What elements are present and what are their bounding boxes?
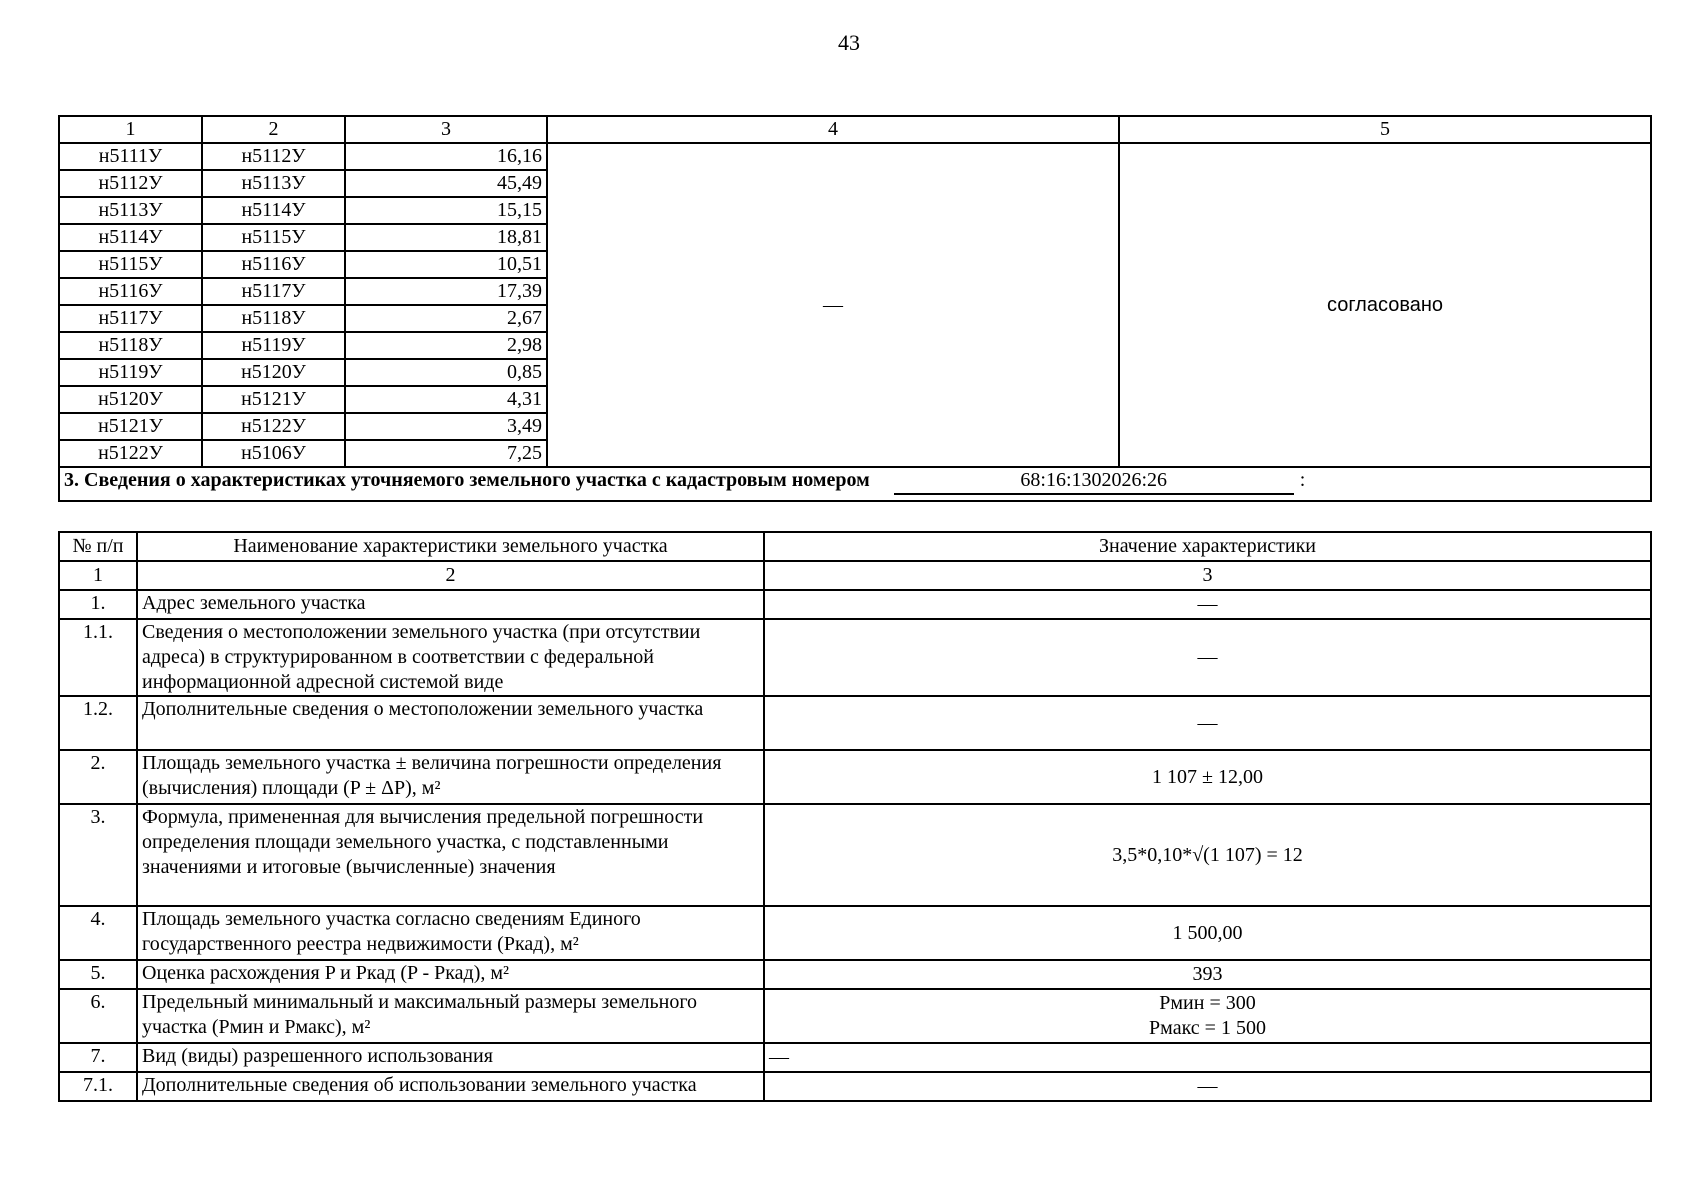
- point-to: н5115У: [202, 224, 345, 251]
- point-from: н5118У: [59, 332, 202, 359]
- segment-length: 2,67: [345, 305, 547, 332]
- value-line: 1 107 ± 12,00: [1152, 765, 1263, 788]
- point-from: н5114У: [59, 224, 202, 251]
- characteristic-name: Площадь земельного участка ± величина погрешности определения (вычисления) площади (P ± ΔP), м²: [137, 750, 764, 804]
- characteristic-value: [764, 960, 1651, 989]
- column-4-value: —: [547, 143, 1119, 467]
- point-to: н5106У: [202, 440, 345, 467]
- characteristic-name: Вид (виды) разрешенного использования: [137, 1043, 764, 1072]
- value-line: Pмин = 300: [1159, 992, 1256, 1014]
- characteristic-name: Формула, примененная для вычисления предельной погрешности определения площади земельного участка, с подставленными значениями и итоговые (вычисленные) значения: [137, 804, 764, 906]
- point-from: н5113У: [59, 197, 202, 224]
- segment-length: 10,51: [345, 251, 547, 278]
- characteristic-name: Площадь земельного участка согласно сведениям Единого государственного реестра недвижимости (Pкад), м²: [137, 906, 764, 960]
- point-to: н5112У: [202, 143, 345, 170]
- value-line: —: [1197, 711, 1218, 734]
- point-to: н5118У: [202, 305, 345, 332]
- value-line: —: [769, 1046, 789, 1068]
- point-from: н5122У: [59, 440, 202, 467]
- point-from: н5116У: [59, 278, 202, 305]
- value-line: —: [1197, 593, 1218, 615]
- segment-length: 0,85: [345, 359, 547, 386]
- segment-length: 15,15: [345, 197, 547, 224]
- header-value: Значение характеристики: [764, 532, 1651, 561]
- column-number: 3: [764, 561, 1651, 590]
- column-number: 1: [59, 116, 202, 143]
- row-number: 1.1.: [59, 619, 137, 696]
- row-number: 7.1.: [59, 1072, 137, 1101]
- characteristic-value: [764, 804, 1651, 906]
- characteristic-value: [764, 696, 1651, 750]
- column-number: 1: [59, 561, 137, 590]
- row-number: 1.: [59, 590, 137, 619]
- point-to: н5122У: [202, 413, 345, 440]
- column-number-row: [59, 561, 1651, 590]
- colon: :: [1299, 469, 1306, 491]
- table-row: [59, 696, 1651, 750]
- value-line: 1 500,00: [1172, 921, 1243, 944]
- column-number: 3: [345, 116, 547, 143]
- column-number: 2: [202, 116, 345, 143]
- value-line: 3,5*0,10*√(1 107) = 12: [1112, 843, 1303, 866]
- table-row: [59, 989, 1651, 1043]
- segment-length: 2,98: [345, 332, 547, 359]
- point-to: н5117У: [202, 278, 345, 305]
- point-from: н5121У: [59, 413, 202, 440]
- point-from: н5115У: [59, 251, 202, 278]
- header-name: Наименование характеристики земельного участка: [137, 532, 764, 561]
- characteristics-table: [58, 531, 1652, 1102]
- row-number: 7.: [59, 1043, 137, 1072]
- table-header-row: [59, 532, 1651, 561]
- header-number: № п/п: [59, 532, 137, 561]
- characteristic-name: Дополнительные сведения об использовании земельного участка: [137, 1072, 764, 1101]
- value-line: —: [1197, 1075, 1218, 1097]
- segment-length: 7,25: [345, 440, 547, 467]
- segment-length: 45,49: [345, 170, 547, 197]
- characteristic-value: [764, 750, 1651, 804]
- characteristic-name: Дополнительные сведения о местоположении земельного участка: [137, 696, 764, 750]
- row-number: 5.: [59, 960, 137, 989]
- section-3-title: 3. Сведения о характеристиках уточняемого земельного участка с кадастровым номером: [64, 469, 870, 491]
- segment-length: 18,81: [345, 224, 547, 251]
- point-to: н5113У: [202, 170, 345, 197]
- row-number: 6.: [59, 989, 137, 1043]
- point-to: н5121У: [202, 386, 345, 413]
- segment-length: 3,49: [345, 413, 547, 440]
- characteristic-name: Сведения о местоположении земельного участка (при отсутствии адреса) в структурированном в соответствии с федеральной информационной адресной системой виде: [137, 619, 764, 696]
- point-to: н5116У: [202, 251, 345, 278]
- characteristic-name: Предельный минимальный и максимальный размеры земельного участка (Pмин и Pмакс), м²: [137, 989, 764, 1043]
- table-row: [59, 804, 1651, 906]
- characteristic-value: [764, 619, 1651, 696]
- table-row: [59, 960, 1651, 989]
- table-row: [59, 1043, 1651, 1072]
- cadastral-number: 68:16:1302026:26: [894, 468, 1294, 495]
- table-row: [59, 906, 1651, 960]
- characteristic-value: [764, 906, 1651, 960]
- characteristic-value: [764, 1072, 1651, 1101]
- point-to: н5120У: [202, 359, 345, 386]
- point-from: н5117У: [59, 305, 202, 332]
- column-number: 4: [547, 116, 1119, 143]
- value-line: Pмакс = 1 500: [1149, 1017, 1266, 1039]
- segment-length: 16,16: [345, 143, 547, 170]
- characteristic-name: Адрес земельного участка: [137, 590, 764, 619]
- approval-status: согласовано: [1119, 143, 1651, 467]
- segment-length: 17,39: [345, 278, 547, 305]
- row-number: 1.2.: [59, 696, 137, 750]
- boundary-segments-table: [58, 115, 1652, 502]
- value-line: 393: [1192, 963, 1223, 985]
- table-header-row: [59, 116, 1651, 143]
- point-from: н5111У: [59, 143, 202, 170]
- page-number: 43: [838, 30, 860, 55]
- characteristic-name: Оценка расхождения P и Pкад (P - Pкад), м²: [137, 960, 764, 989]
- table-row: [59, 1072, 1651, 1101]
- point-to: н5119У: [202, 332, 345, 359]
- segment-length: 4,31: [345, 386, 547, 413]
- point-to: н5114У: [202, 197, 345, 224]
- row-number: 4.: [59, 906, 137, 960]
- point-from: н5120У: [59, 386, 202, 413]
- table-row: [59, 750, 1651, 804]
- point-from: н5119У: [59, 359, 202, 386]
- section-3-row: [59, 467, 1651, 501]
- table-row: [59, 143, 1651, 170]
- point-from: н5112У: [59, 170, 202, 197]
- column-number: 5: [1119, 116, 1651, 143]
- row-number: 2.: [59, 750, 137, 804]
- table-row: [59, 590, 1651, 619]
- value-line: —: [1197, 646, 1218, 668]
- column-number: 2: [137, 561, 764, 590]
- characteristic-value: [764, 1043, 1651, 1072]
- row-number: 3.: [59, 804, 137, 906]
- characteristic-value: [764, 989, 1651, 1043]
- characteristic-value: [764, 590, 1651, 619]
- table-row: [59, 619, 1651, 696]
